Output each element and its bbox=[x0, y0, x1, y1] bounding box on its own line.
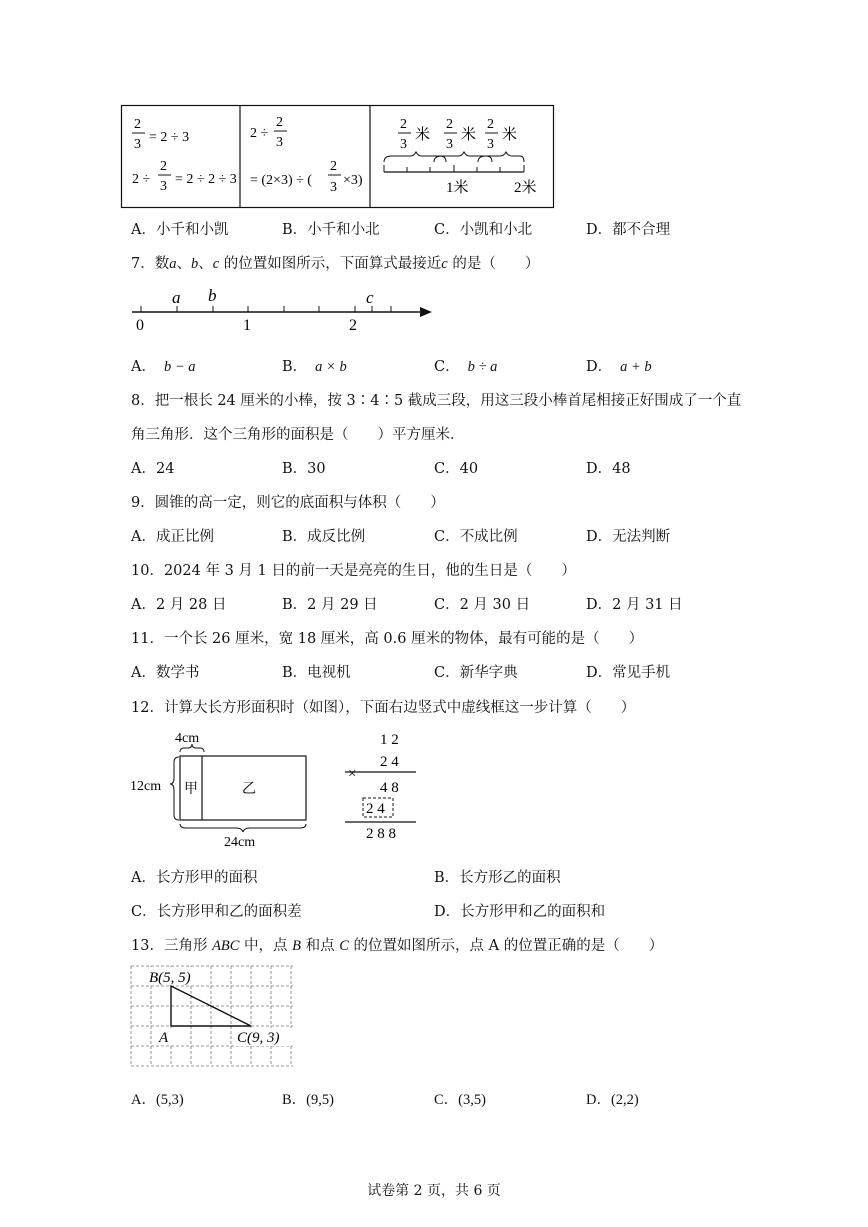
q10-stem: 10．2024 年 3 月 1 日的前一天是亮亮的生日，他的生日是（ ） bbox=[131, 563, 576, 579]
q10-option-a[interactable]: A．2 月 28 日 bbox=[131, 597, 227, 613]
row-48: 4 8 bbox=[380, 780, 399, 796]
label-a: A bbox=[159, 1030, 169, 1046]
eq-text: ×3) bbox=[343, 173, 363, 188]
mark-b: b bbox=[208, 286, 217, 305]
eq-text: = (2×3) ÷ ( bbox=[250, 173, 312, 188]
eq-text: 2 ÷ bbox=[250, 126, 269, 141]
q13-option-c[interactable]: C．(3,5) bbox=[434, 1092, 486, 1108]
svg-text:2: 2 bbox=[446, 117, 453, 132]
q6-option-a[interactable]: A．小千和小凯 bbox=[131, 222, 229, 238]
label-b: B(5, 5) bbox=[149, 970, 191, 986]
q7-option-d[interactable]: D． a + b bbox=[586, 359, 652, 375]
q10-option-c[interactable]: C．2 月 30 日 bbox=[434, 597, 531, 613]
q13-stem: 13．三角形 ABC 中，点 B 和点 C 的位置如图所示，点 A 的位置正确的是（ ） bbox=[131, 938, 664, 954]
svg-text:2: 2 bbox=[487, 117, 494, 132]
q12-stem: 12．计算大长方形面积时（如图），下面右边竖式中虚线框这一步计算（ ） bbox=[131, 700, 636, 716]
row-288: 2 8 8 bbox=[366, 826, 396, 842]
q8-stem-line2: 角三角形．这个三角形的面积是（ ）平方厘米． bbox=[131, 427, 465, 443]
axis-label-2m: 2米 bbox=[514, 180, 537, 196]
q9-option-d[interactable]: D．无法判断 bbox=[586, 529, 671, 545]
q12-option-b[interactable]: B．长方形乙的面积 bbox=[434, 870, 561, 886]
q9-option-a[interactable]: A．成正比例 bbox=[131, 529, 214, 545]
q10-option-d[interactable]: D．2 月 31 日 bbox=[586, 597, 683, 613]
q12-option-d[interactable]: D．长方形甲和乙的面积和 bbox=[434, 904, 606, 920]
q13-option-d[interactable]: D．(2,2) bbox=[586, 1092, 639, 1108]
q13-option-b[interactable]: B．(9,5) bbox=[282, 1092, 334, 1108]
row-24: 2 4 bbox=[380, 754, 399, 770]
frac-num: 2 bbox=[276, 115, 283, 130]
q12-rectangle-figure bbox=[128, 726, 314, 850]
q8-option-c[interactable]: C．40 bbox=[434, 461, 479, 477]
q7-stem: 7．数a、b、c 的位置如图所示，下面算式最接近c 的是（ ） bbox=[131, 256, 540, 272]
q9-option-b[interactable]: B．成反比例 bbox=[282, 529, 366, 545]
q7-number-line bbox=[126, 284, 438, 334]
mark-c: c bbox=[366, 288, 374, 307]
mark-a: a bbox=[172, 288, 181, 307]
q7-option-b[interactable]: B． a × b bbox=[282, 359, 347, 375]
svg-text:米: 米 bbox=[415, 127, 431, 143]
q7-option-a[interactable]: A． b − a bbox=[131, 359, 196, 375]
svg-text:2: 2 bbox=[400, 117, 407, 132]
axis-label-1m: 1米 bbox=[446, 180, 469, 196]
label-4cm: 4cm bbox=[175, 731, 200, 746]
svg-text:3: 3 bbox=[400, 137, 407, 152]
row-24-shifted: 2 4 bbox=[366, 801, 385, 817]
label-jia: 甲 bbox=[184, 782, 198, 797]
page-footer: 试卷第 2 页，共 6 页 bbox=[367, 1183, 501, 1199]
q8-option-b[interactable]: B．30 bbox=[282, 461, 326, 477]
q6-option-b[interactable]: B．小千和小北 bbox=[282, 222, 380, 238]
q11-stem: 11．一个长 26 厘米，宽 18 厘米，高 0.6 厘米的物体，最有可能的是（ ） bbox=[131, 631, 644, 647]
frac-den: 3 bbox=[134, 137, 141, 152]
tick-2: 2 bbox=[349, 317, 357, 334]
q12-vertical-multiplication bbox=[340, 726, 424, 844]
eq-text: 2 ÷ bbox=[132, 172, 151, 187]
frac-num: 2 bbox=[134, 117, 141, 132]
q9-option-c[interactable]: C．不成比例 bbox=[434, 529, 518, 545]
frac-num: 2 bbox=[330, 159, 337, 174]
q9-stem: 9．圆锥的高一定，则它的底面积与体积（ ） bbox=[131, 495, 445, 511]
svg-text:米: 米 bbox=[461, 127, 477, 143]
q10-option-b[interactable]: B．2 月 29 日 bbox=[282, 597, 378, 613]
q6-cell-1 bbox=[126, 112, 238, 202]
label-12cm: 12cm bbox=[130, 779, 162, 794]
frac-den: 3 bbox=[330, 180, 337, 195]
q6-cell-3-segment-diagram bbox=[374, 110, 554, 206]
q8-option-d[interactable]: D．48 bbox=[586, 461, 631, 477]
label-24cm: 24cm bbox=[224, 835, 256, 850]
q13-grid-figure bbox=[128, 962, 298, 1072]
q13-option-a[interactable]: A．(5,3) bbox=[131, 1092, 184, 1108]
q7-option-c[interactable]: C． b ÷ a bbox=[434, 359, 498, 375]
q11-option-d[interactable]: D．常见手机 bbox=[586, 665, 671, 681]
times-sign: × bbox=[348, 766, 357, 782]
label-yi: 乙 bbox=[242, 782, 256, 797]
q8-option-a[interactable]: A．24 bbox=[131, 461, 175, 477]
frac-den: 3 bbox=[160, 179, 167, 194]
seg-label-3 bbox=[485, 117, 517, 152]
tick-1: 1 bbox=[243, 317, 251, 334]
seg-label-1 bbox=[398, 117, 430, 152]
eq-text: = 2 ÷ 3 bbox=[149, 130, 190, 145]
q6-option-d[interactable]: D．都不合理 bbox=[586, 222, 671, 238]
seg-label-2 bbox=[444, 117, 476, 152]
q11-option-c[interactable]: C．新华字典 bbox=[434, 665, 518, 681]
svg-text:3: 3 bbox=[487, 137, 494, 152]
q12-option-a[interactable]: A．长方形甲的面积 bbox=[131, 870, 258, 886]
q8-stem-line1: 8．把一根长 24 厘米的小棒，按 3∶4∶5 截成三段，用这三段小棒首尾相接正好围成了一个直 bbox=[131, 393, 742, 409]
q11-option-b[interactable]: B．电视机 bbox=[282, 665, 351, 681]
q12-option-c[interactable]: C．长方形甲和乙的面积差 bbox=[131, 904, 302, 920]
eq-text: = 2 ÷ 2 ÷ 3 bbox=[175, 172, 237, 187]
row-12: 1 2 bbox=[380, 732, 399, 748]
q6-cell-2 bbox=[244, 112, 370, 206]
svg-text:3: 3 bbox=[446, 137, 453, 152]
q6-option-c[interactable]: C．小凯和小北 bbox=[434, 222, 533, 238]
label-c: C(9, 3) bbox=[237, 1030, 280, 1046]
q11-option-a[interactable]: A．数学书 bbox=[131, 665, 200, 681]
frac-den: 3 bbox=[276, 135, 283, 150]
tick-0: 0 bbox=[136, 317, 144, 334]
frac-num: 2 bbox=[160, 159, 167, 174]
svg-text:米: 米 bbox=[502, 127, 518, 143]
